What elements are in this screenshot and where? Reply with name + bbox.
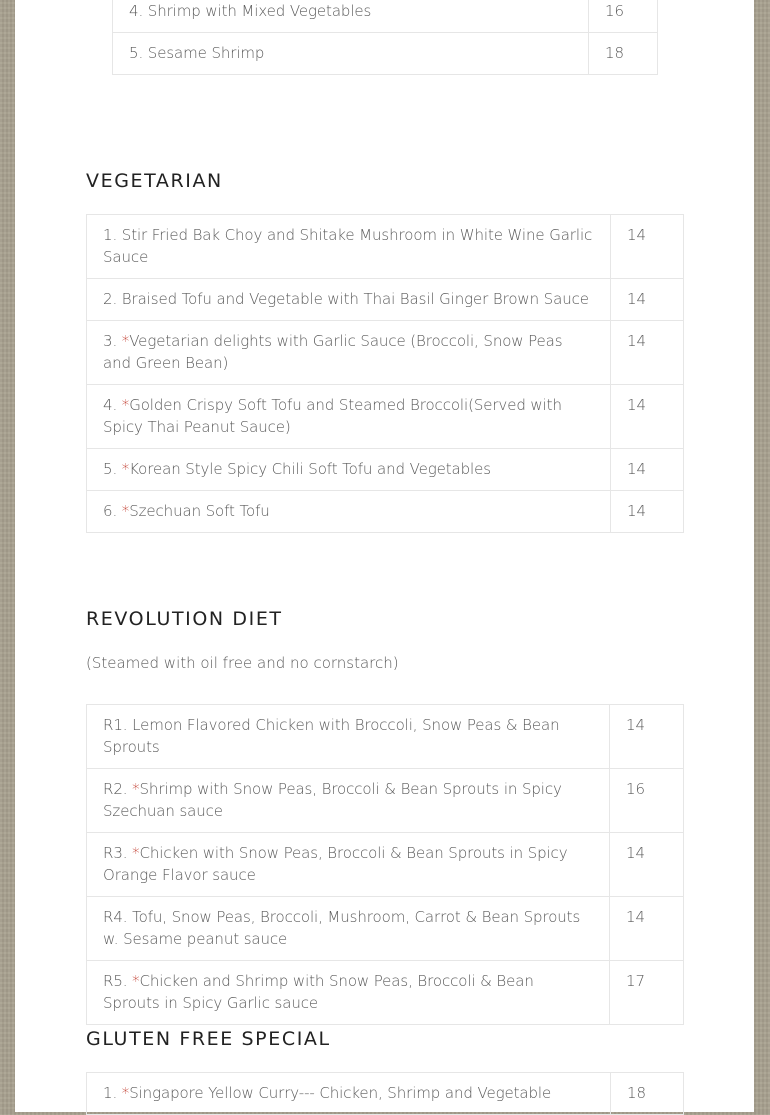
menu-item-number: 3. bbox=[103, 332, 122, 350]
menu-item-name: Stir Fried Bak Choy and Shitake Mushroom in White Wine Garlic Sauce bbox=[103, 226, 593, 266]
menu-item-name: Tofu, Snow Peas, Broccoli, Mushroom, Carrot & Bean Sprouts w. Sesame peanut sauce bbox=[103, 908, 581, 948]
menu-item-row bbox=[87, 215, 684, 279]
menu-item-price: 17 bbox=[610, 961, 684, 1025]
menu-item-name: Braised Tofu and Vegetable with Thai Basil Ginger Brown Sauce bbox=[121, 290, 589, 308]
menu-item-name: Korean Style Spicy Chili Soft Tofu and Vegetables bbox=[129, 460, 491, 478]
menu-item-name-cell bbox=[87, 449, 611, 491]
menu-item-number: 5. bbox=[103, 460, 122, 478]
menu-item-row bbox=[87, 833, 684, 897]
menu-item-name: Vegetarian delights with Garlic Sauce (Broccoli, Snow Peas and Green Bean) bbox=[103, 332, 563, 372]
menu-item-name-cell bbox=[87, 705, 610, 769]
section-title-gluten-free: GLUTEN FREE SPECIAL bbox=[86, 1028, 331, 1050]
spicy-marker: * bbox=[121, 332, 130, 350]
menu-item-row bbox=[87, 897, 684, 961]
menu-item-name: Chicken and Shrimp with Snow Peas, Broccoli & Bean Sprouts in Spicy Garlic sauce bbox=[103, 972, 534, 1012]
menu-item-name-cell bbox=[87, 833, 610, 897]
menu-item-row bbox=[87, 961, 684, 1025]
menu-item-name-cell bbox=[87, 321, 611, 385]
menu-item-name: Singapore Yellow Curry--- Chicken, Shrimp and Vegetable bbox=[129, 1084, 552, 1102]
menu-item-row bbox=[87, 385, 684, 449]
spicy-marker: * bbox=[132, 972, 140, 990]
menu-item-name-cell bbox=[87, 961, 610, 1025]
spicy-marker: * bbox=[121, 502, 130, 520]
spicy-marker: * bbox=[121, 1084, 130, 1102]
revolution-diet-table bbox=[86, 704, 684, 1025]
menu-item-name-cell bbox=[87, 279, 611, 321]
menu-item-name: 5. Sesame Shrimp bbox=[129, 44, 265, 62]
menu-page bbox=[15, 0, 754, 1112]
menu-item-row bbox=[87, 491, 684, 533]
vegetarian-table bbox=[86, 214, 684, 533]
menu-item-row bbox=[87, 279, 684, 321]
menu-item-row bbox=[87, 1073, 684, 1115]
menu-item-name-cell bbox=[113, 33, 589, 75]
menu-item-price: 16 bbox=[610, 769, 684, 833]
menu-item-name-cell bbox=[113, 0, 589, 33]
menu-item-name: Szechuan Soft Tofu bbox=[129, 502, 270, 520]
menu-item-row bbox=[113, 33, 658, 75]
menu-item-number: R3. bbox=[103, 844, 133, 862]
menu-item-number: R2. bbox=[103, 780, 133, 798]
menu-item-name: Shrimp with Snow Peas, Broccoli & Bean Sprouts in Spicy Szechuan sauce bbox=[103, 780, 562, 820]
menu-item-price: 14 bbox=[611, 385, 684, 449]
menu-item-name-cell bbox=[87, 897, 610, 961]
menu-item-row bbox=[87, 449, 684, 491]
revolution-diet-note: (Steamed with oil free and no cornstarch) bbox=[86, 654, 399, 672]
shrimp-table bbox=[112, 0, 658, 75]
menu-item-number: 2. bbox=[103, 290, 122, 308]
spicy-marker: * bbox=[121, 460, 130, 478]
menu-item-price: 14 bbox=[611, 215, 684, 279]
menu-item-number: 1. bbox=[103, 226, 122, 244]
menu-item-name-cell bbox=[87, 491, 611, 533]
menu-item-number: R1. bbox=[103, 716, 133, 734]
menu-item-name: Lemon Flavored Chicken with Broccoli, Snow Peas & Bean Sprouts bbox=[103, 716, 560, 756]
menu-item-number: 1. bbox=[103, 1084, 122, 1102]
spicy-marker: * bbox=[132, 844, 140, 862]
menu-item-price: 18 bbox=[611, 1073, 684, 1115]
menu-item-price: 18 bbox=[589, 33, 658, 75]
section-title-vegetarian: VEGETARIAN bbox=[86, 170, 223, 192]
menu-item-name-cell bbox=[87, 1073, 611, 1115]
section-title-revolution-diet: REVOLUTION DIET bbox=[86, 608, 283, 630]
menu-item-row bbox=[87, 769, 684, 833]
menu-item-name-cell bbox=[87, 769, 610, 833]
menu-item-price: 14 bbox=[611, 321, 684, 385]
menu-item-price: 14 bbox=[610, 705, 684, 769]
menu-item-price: 14 bbox=[611, 279, 684, 321]
menu-item-name: Chicken with Snow Peas, Broccoli & Bean Sprouts in Spicy Orange Flavor sauce bbox=[103, 844, 568, 884]
menu-item-price: 14 bbox=[611, 491, 684, 533]
menu-item-price: 16 bbox=[589, 0, 658, 33]
gluten-free-table bbox=[86, 1072, 684, 1115]
spicy-marker: * bbox=[132, 780, 140, 798]
menu-item-price: 14 bbox=[611, 449, 684, 491]
menu-item-name: 4. Shrimp with Mixed Vegetables bbox=[129, 2, 372, 20]
menu-item-price: 14 bbox=[610, 897, 684, 961]
menu-item-number: R4. bbox=[103, 908, 133, 926]
menu-item-number: R5. bbox=[103, 972, 133, 990]
menu-item-name-cell bbox=[87, 385, 611, 449]
menu-item-name-cell bbox=[87, 215, 611, 279]
menu-item-row bbox=[113, 0, 658, 33]
menu-item-price: 14 bbox=[610, 833, 684, 897]
menu-item-row bbox=[87, 321, 684, 385]
menu-item-number: 4. bbox=[103, 396, 122, 414]
menu-item-name: Golden Crispy Soft Tofu and Steamed Broccoli(Served with Spicy Thai Peanut Sauce) bbox=[103, 396, 562, 436]
spicy-marker: * bbox=[121, 396, 130, 414]
menu-item-number: 6. bbox=[103, 502, 122, 520]
menu-item-row bbox=[87, 705, 684, 769]
